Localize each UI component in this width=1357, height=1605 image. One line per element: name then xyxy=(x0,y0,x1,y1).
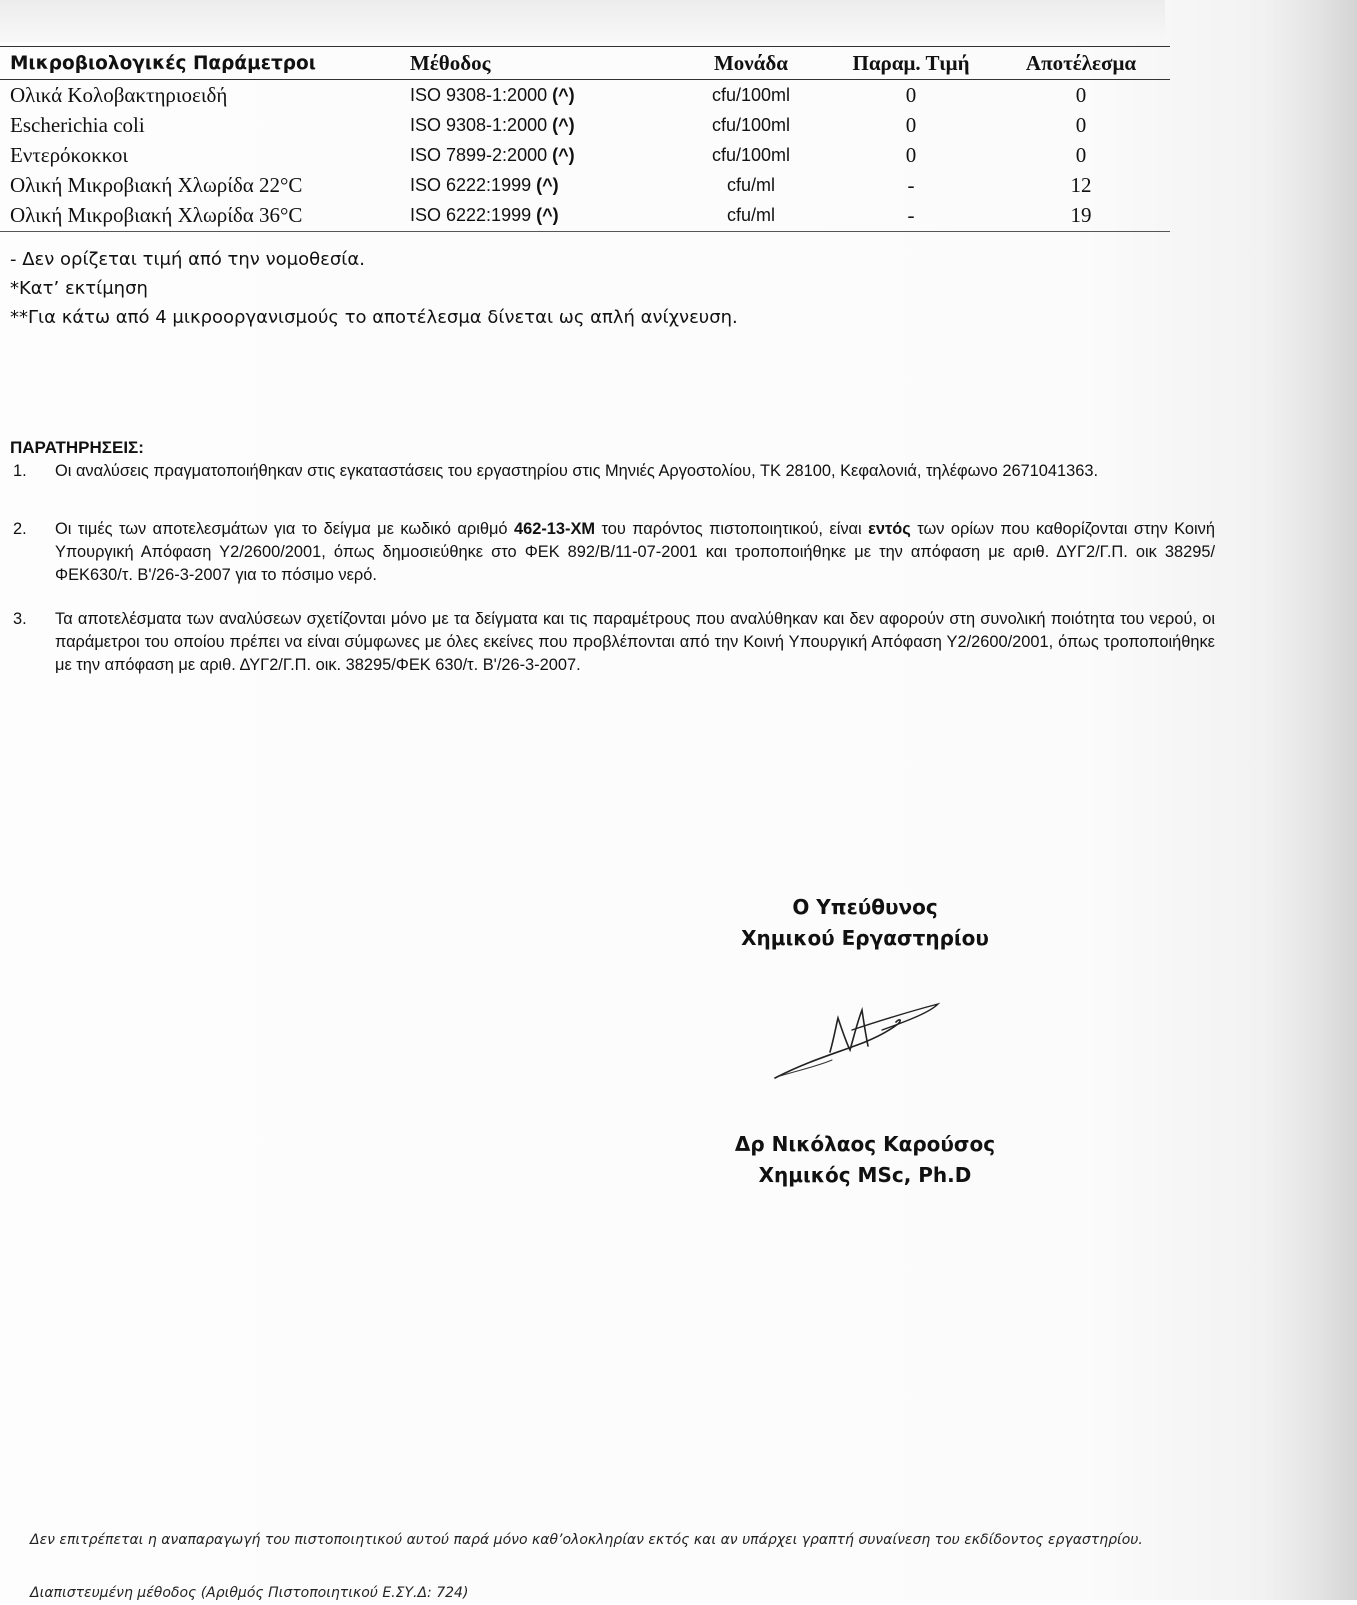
footer-reproduction-notice: Δεν επιτρέπεται η αναπαραγωγή του πιστοποιητικού αυτού παρά μόνο καθ’ολοκληρίαν εκτός και αν υπάρχει γραπτή συναίνεση του εκδίδοντος εργαστηρίου. xyxy=(30,1532,1143,1548)
footnote-estimate: *Κατ’ εκτίμηση xyxy=(10,278,148,299)
row-parametric-value: 0 xyxy=(905,82,917,107)
remark-item xyxy=(0,518,1215,587)
row-method: ISO 9308-1:2000 (^) xyxy=(410,114,575,135)
row-method: ISO 6222:1999 (^) xyxy=(410,174,559,195)
remark-number: 2. xyxy=(13,520,27,538)
footnote-no-limit: - Δεν ορίζεται τιμή από την νομοθεσία. xyxy=(10,249,365,270)
remarks-heading: ΠΑΡΑΤΗΡΗΣΕΙΣ: xyxy=(10,438,144,457)
sample-code: 462-13-ΧΜ xyxy=(513,520,596,538)
header-method: Μέθοδος xyxy=(400,47,670,80)
remark-text: Οι αναλύσεις πραγματοποιήθηκαν στις εγκαταστάσεις του εργαστηρίου στις Μηνιές Αργοστολίου, ΤΚ 28100, Κεφαλονιά, τηλέφωνο 2671041363. xyxy=(55,462,1099,480)
signer-title: Χημικός MSc, Ph.D xyxy=(758,1163,972,1187)
row-parameter: Ολική Μικροβιακή Χλωρίδα 36°C xyxy=(0,200,400,232)
table-row xyxy=(0,200,1170,232)
microbiology-results-table xyxy=(0,46,1170,232)
header-result: Αποτέλεσμα xyxy=(990,47,1170,80)
remark-number: 3. xyxy=(13,610,27,628)
table-row xyxy=(0,80,1170,111)
row-unit: cfu/ml xyxy=(670,200,830,232)
row-parameter: Εντερόκοκκοι xyxy=(10,142,129,167)
signer-role xyxy=(700,892,1030,954)
row-method: ISO 6222:1999 (^) xyxy=(400,200,670,232)
row-parametric-value: 0 xyxy=(905,142,917,167)
row-parametric-value: 0 xyxy=(905,112,917,137)
row-result: 19 xyxy=(990,200,1170,232)
row-result: 0 xyxy=(1075,82,1087,107)
within-limits: εντός xyxy=(868,520,911,538)
row-unit: cfu/100ml xyxy=(711,144,791,165)
scan-shadow xyxy=(0,0,1165,42)
row-result: 0 xyxy=(1075,142,1087,167)
header-parametric-value: Παραμ. Τιμή xyxy=(830,47,990,80)
row-unit: cfu/100ml xyxy=(711,114,791,135)
row-unit: cfu/ml xyxy=(726,174,775,195)
row-parameter: Escherichia coli xyxy=(10,112,145,137)
signer-name: Δρ Νικόλαος Καρούσος xyxy=(734,1132,996,1156)
signer-name-block xyxy=(700,1129,1030,1191)
row-result: 0 xyxy=(1075,112,1087,137)
row-parameter: Ολική Μικροβιακή Χλωρίδα 22°C xyxy=(10,172,303,197)
table-row xyxy=(0,110,1170,140)
row-parameter: Ολικά Κολοβακτηριοειδή xyxy=(10,82,228,107)
signer-role-line1: Ο Υπεύθυνος xyxy=(792,895,938,919)
header-parameter: Μικροβιολογικές Παράμετροι xyxy=(0,47,400,80)
remark-text: Τα αποτελέσματα των αναλύσεων σχετίζονται μόνο με τα δείγματα και τις παραμέτρους που αναλύθηκαν και δεν αφορούν στη συνολική ποιότητα του νερού, οι παράμετροι του οποίου πρέπει να είναι σύμφωνες με όλες εκείνες που προβλέπονται από την Κοινή Υπουργική Απόφαση Υ2/2600/2001, όπως τροποποιήθηκε με την απόφαση με αριθ. ΔΥΓ2/Γ.Π. οικ. 38295/ΦΕΚ 630/τ. Β'/26-3-2007. xyxy=(55,610,1215,674)
signer-role-line2: Χημικού Εργαστηρίου xyxy=(741,926,989,950)
remark-item xyxy=(0,608,1215,677)
handwritten-signature xyxy=(770,990,950,1090)
remark-item xyxy=(0,460,1215,483)
footnote-detection: **Για κάτω από 4 μικροοργανισμούς το αποτέλεσμα δίνεται ως απλή ανίχνευση. xyxy=(10,307,738,328)
row-method: ISO 7899-2:2000 (^) xyxy=(410,144,575,165)
table-row xyxy=(0,170,1170,200)
table-footnotes xyxy=(10,245,738,332)
row-result: 12 xyxy=(1070,172,1092,197)
row-unit: cfu/100ml xyxy=(711,84,791,105)
remark-text: Οι τιμές των αποτελεσμάτων για το δείγμα με κωδικό αριθμό 462-13-ΧΜ του παρόντος πιστοποιητικού, είναι εντός των ορίων που καθορίζονται στην Κοινή Υπουργική Απόφαση Υ2/2600/2001, όπως δημοσιεύθηκε στο ΦΕΚ 892/Β/11-07-2001 και τροποποιήθηκε με την απόφαση με αριθ. ΔΥΓ2/Γ.Π. οικ 38295/ΦΕΚ630/τ. Β'/26-3-2007 για το πόσιμο νερό. xyxy=(55,520,1215,584)
row-parametric-value: - xyxy=(830,200,990,232)
header-unit: Μονάδα xyxy=(670,47,830,80)
table-header-row xyxy=(0,47,1170,80)
remark-number: 1. xyxy=(13,462,27,480)
table-row xyxy=(0,140,1170,170)
footer-accreditation: Διαπιστευμένη μέθοδος (Αριθμός Πιστοποιητικού Ε.ΣΥ.Δ: 724) xyxy=(30,1585,469,1601)
row-parametric-value: - xyxy=(907,172,915,197)
row-method: ISO 9308-1:2000 (^) xyxy=(410,84,575,105)
